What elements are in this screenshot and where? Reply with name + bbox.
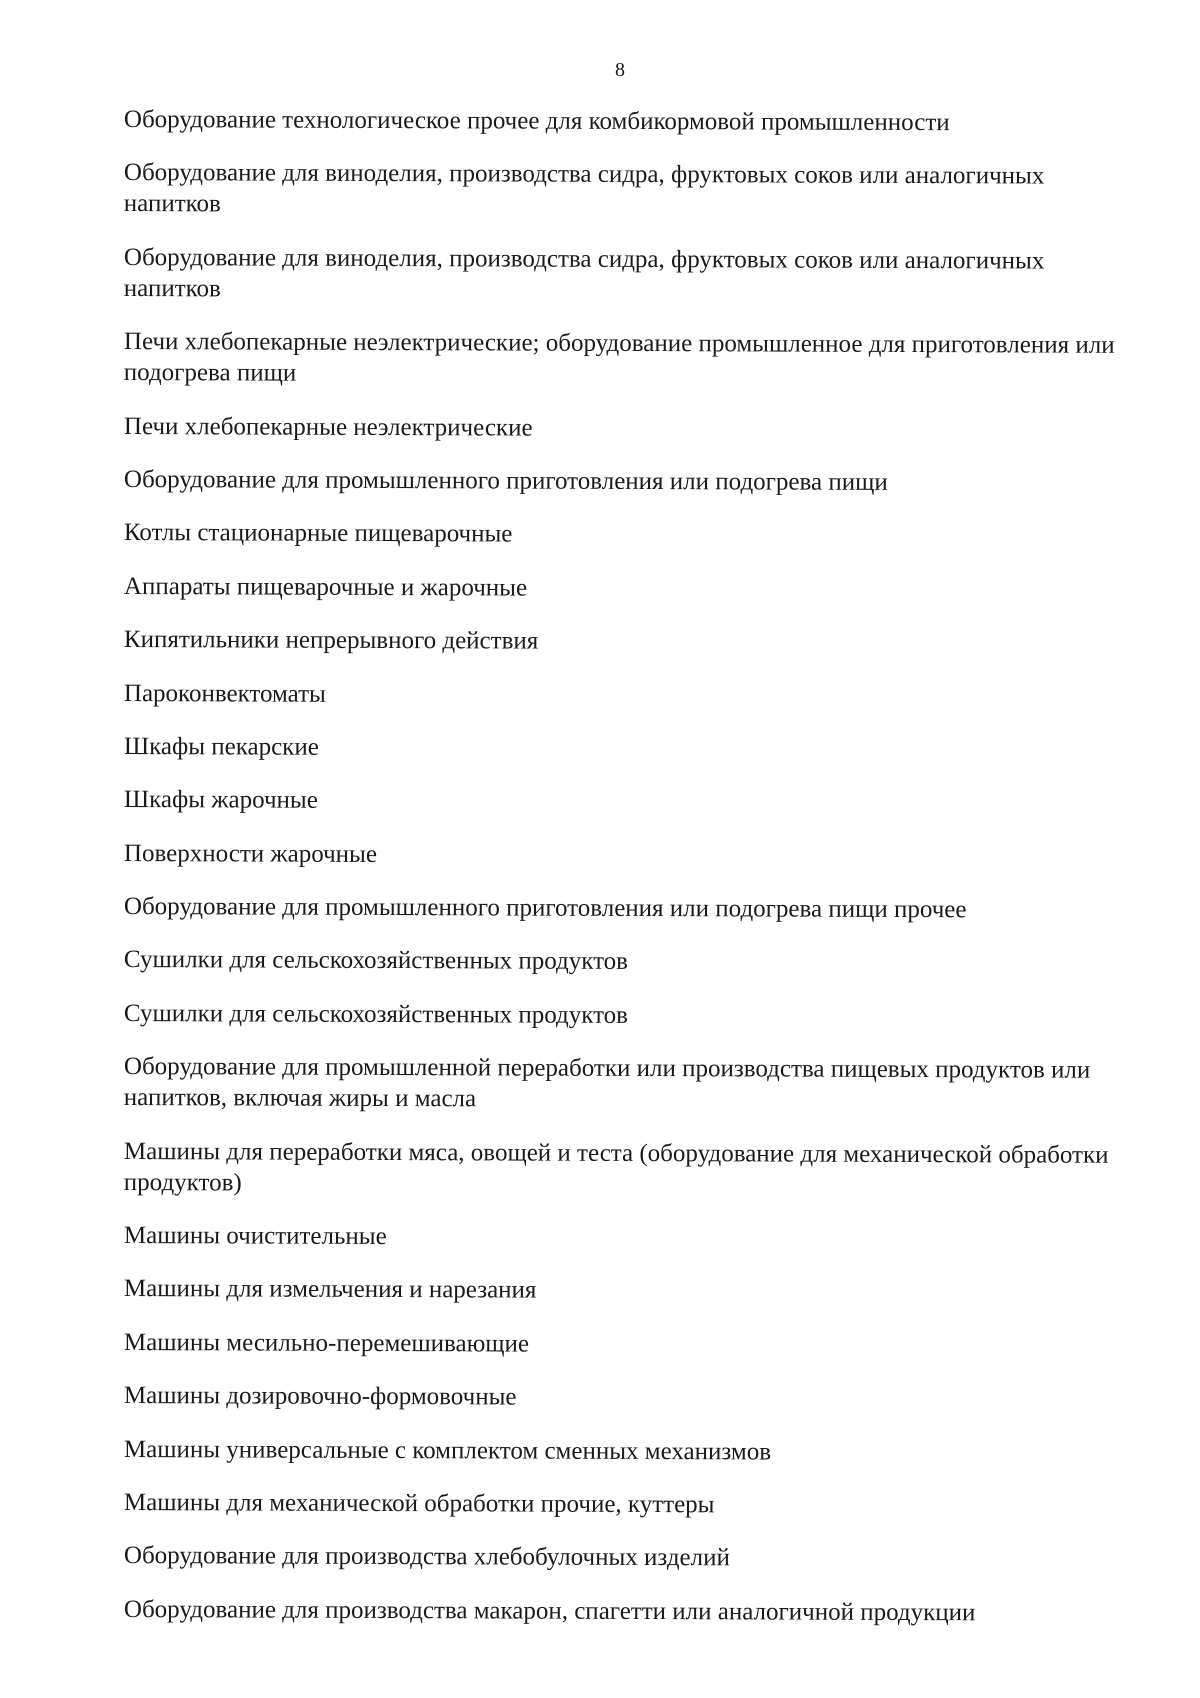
list-item: Машины дозировочно-формовочные: [123, 1382, 517, 1411]
list-item: Пароконвектоматы: [123, 679, 326, 708]
list-item: Шкафы жарочные: [123, 786, 318, 815]
list-item: Машины очистительные: [123, 1222, 387, 1251]
list-item: Оборудование для промышленной переработки или производства пищевых продуктов или напитков, включая жиры и масла: [123, 1053, 1091, 1113]
list-item: Аппараты пищеварочные и жарочные: [123, 572, 528, 602]
list-item: Оборудование для промышленного приготовления или подогрева пищи: [123, 465, 888, 496]
list-item: Поверхности жарочные: [123, 839, 378, 868]
equipment-list: [124, 104, 1124, 1647]
list-item: Машины месильно-перемешивающие: [123, 1328, 530, 1358]
list-item: Шкафы пекарские: [123, 732, 319, 761]
list-item: Оборудование для виноделия, производства сидра, фруктовых соков или аналогичных напитков: [123, 243, 1045, 303]
list-item: Машины универсальные с комплектом сменных механизмов: [123, 1435, 772, 1466]
page-number: 8: [615, 59, 625, 81]
list-item: Машины для механической обработки прочие, куттеры: [123, 1488, 715, 1519]
list-item: Сушилки для сельскохозяйственных продуктов: [123, 999, 629, 1029]
list-item: Оборудование для производства макарон, спагетти или аналогичной продукции: [123, 1595, 976, 1627]
list-item: Печи хлебопекарные неэлектрические; оборудование промышленное для приготовления или подогрева пищи: [123, 328, 1115, 387]
list-item: Оборудование для производства хлебобулочных изделий: [123, 1542, 730, 1572]
list-item: Оборудование для виноделия, производства сидра, фруктовых соков или аналогичных напитков: [123, 159, 1045, 218]
list-item: Кипятильники непрерывного действия: [123, 626, 539, 655]
list-item: Машины для переработки мяса, овощей и теста (оборудование для механической обработки продуктов): [123, 1137, 1109, 1197]
list-item: Оборудование технологическое прочее для комбикормовой промышленности: [123, 105, 950, 137]
list-item: Оборудование для промышленного приготовления или подогрева пищи прочее: [123, 893, 967, 924]
list-item: Котлы стационарные пищеварочные: [123, 519, 513, 548]
list-item: Машины для измельчения и нарезания: [123, 1275, 537, 1305]
list-item: Печи хлебопекарные неэлектрические: [123, 412, 533, 442]
list-item: Сушилки для сельскохозяйственных продуктов: [123, 946, 629, 976]
